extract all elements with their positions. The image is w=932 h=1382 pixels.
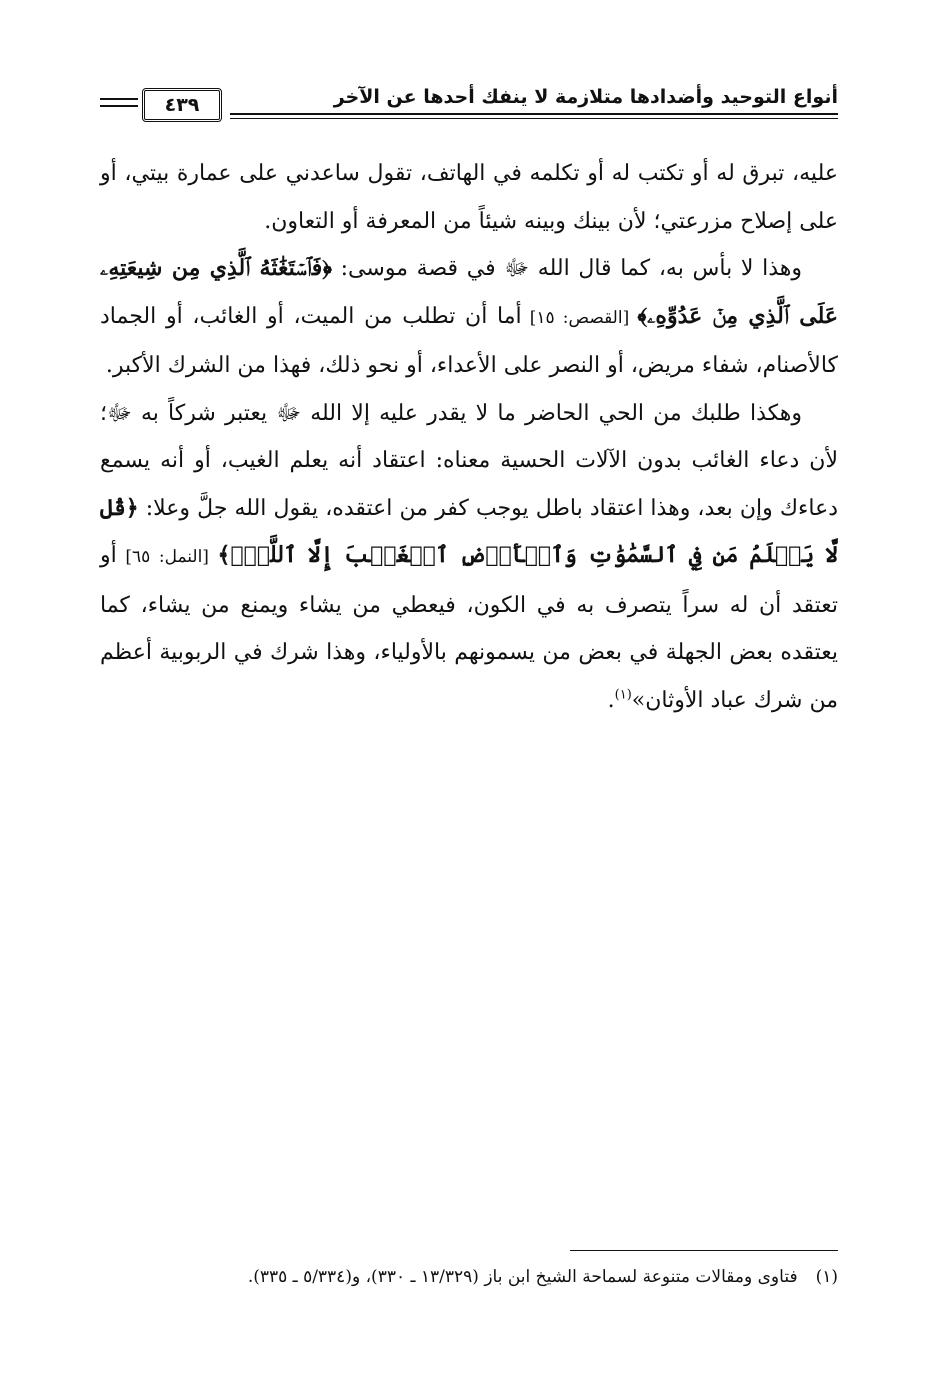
paragraph-3-text-b: أو تعتقد أن له سراً يتصرف به في الكون، فيعطي من يشاء ويمنع من يشاء، كما يعتقده بعض الجهلة في بعض من يسمونهم بالأولياء، وهذا شرك في الربوبية أعظم من شرك عباد الأوثان» [100,543,838,713]
paragraph-2 [100,245,838,390]
main-text [100,150,838,724]
header-rule [230,113,838,115]
verse-reference-naml: [النمل: ٦٥] [116,547,218,567]
footnote-text: فتاوى ومقالات متنوعة لسماحة الشيخ ابن باز (١٣/٣٢٩ ـ ٣٣٠)، و(٥/٣٣٤ ـ ٣٣٥). [247,1267,798,1287]
paragraph-3 [100,390,838,725]
header-title: أنواع التوحيد وأضدادها متلازمة لا ينفك أحدها عن الآخر [333,86,838,108]
header-rule-thin [230,118,838,119]
page-number-ornament-left [100,98,138,107]
running-header [100,76,838,132]
quran-verse-qasas: ﴿فَٱسۡتَغَٰثَهُ ٱلَّذِي مِن شِيعَتِهِۦ عَلَى ٱلَّذِي مِنۡ عَدُوِّهِۦ﴾ [100,255,838,329]
page-number: ٤٣٩ [142,88,222,122]
paragraph-3-text-a: وهكذا طلبك من الحي الحاضر ما لا يقدر عليه إلا الله ﷻ يعتبر شركاً به ﷻ؛ لأن دعاء الغائب بدون الآلات الحسية معناه: اعتقاد أنه يعلم الغيب، أو أنه يسمع دعاءك وإن بعد، وهذا اعتقاد باطل يوجب كفر من اعتقده، يقول الله جلَّ وعلا: [100,400,838,521]
paragraph-3-end: . [607,687,615,713]
quran-verse-naml: ﴿قُل لَّا يَعۡلَمُ مَن فِي ٱلسَّمَٰوَٰتِ وَٱلۡأَرۡضِ ٱلۡغَيۡبَ إِلَّا ٱللَّهُۚ﴾ [100,494,839,568]
footnote-separator [570,1250,838,1251]
verse-reference-qasas: [القصص: ١٥] [521,307,638,328]
footnote-marker[interactable]: (١) [614,687,632,703]
paragraph-2-text-a: وهذا لا بأس به، كما قال الله ﷻ في قصة موسى: [331,256,802,281]
paragraph-2-text-b: أما أن تطلب من الميت، أو الغائب، أو الجماد كالأصنام، شفاء مريض، أو النصر على الأعداء، أو نحو ذلك، فهذا من الشرك الأكبر. [100,303,838,378]
footnote [100,1262,838,1292]
paragraph-1: عليه، تبرق له أو تكتب له أو تكلمه في الهاتف، تقول ساعدني على عمارة بيتي، أو على إصلاح مزرعتي؛ لأن بينك وبينه شيئاً من المعرفة أو التعاون. [100,161,838,234]
footnote-number: (١) [815,1267,838,1287]
